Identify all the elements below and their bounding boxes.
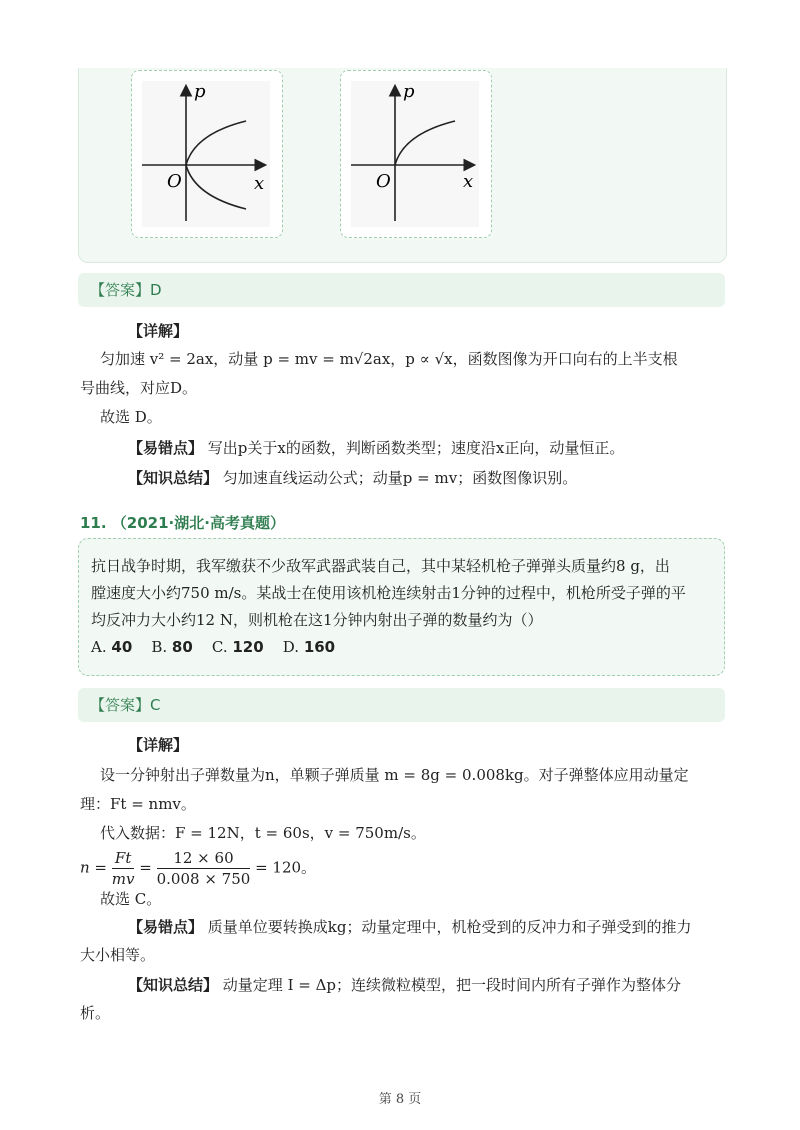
sideways-parabola-graph (142, 81, 270, 227)
lower-branch (186, 165, 246, 209)
mistake-text: 质量单位要转换成kg；动量定理中，机枪受到的反冲力和子弹受到的推力 (207, 918, 692, 936)
summary-label: 【知识总结】 (128, 976, 219, 994)
question-box (78, 538, 725, 676)
detail-label: 【详解】 (128, 736, 189, 754)
upper-branch (395, 121, 455, 165)
detail-line: 号曲线，对应D。 (80, 379, 198, 397)
eq-result: = 120。 (255, 858, 317, 877)
x-label: x (254, 173, 265, 194)
graph-option-c (131, 70, 283, 238)
substitute-data: 代入数据：F = 12N，t = 60s，v = 750m/s。 (100, 824, 426, 842)
upper-branch (186, 121, 246, 165)
fraction: $\frac{12 \times 60}{0.008 \times 750}$ (156, 849, 251, 888)
mistake-point (128, 435, 728, 462)
question-stem (91, 553, 711, 661)
knowledge-summary (128, 465, 728, 492)
answer-label: 【答案】 (90, 281, 151, 299)
choose-answer: 故选 C。 (100, 890, 162, 908)
equation (80, 848, 316, 889)
detail-line: 设一分钟射出子弹数量为n，单颗子弹质量 m = 8g = 0.008kg。对子弹整体应用动量定 (100, 766, 689, 784)
option-letter: A. (91, 638, 107, 656)
p-label: p (403, 81, 415, 102)
origin-label: O (167, 171, 182, 192)
answer-label: 【答案】 (90, 696, 151, 714)
origin-label: O (376, 171, 391, 192)
mistake-label: 【易错点】 (128, 918, 204, 936)
detail-line: 匀加速 v² = 2ax，动量 p = mv = m√2ax，p ∝ √x，函数图像为开口向右的上半支根 (100, 350, 678, 368)
summary-text: 动量定理 I = Δp；连续微粒模型，把一段时间内所有子弹作为整体分 (222, 976, 682, 994)
summary-label: 【知识总结】 (128, 469, 219, 487)
mistake-point (128, 914, 728, 941)
option-letter: C. (211, 638, 228, 656)
answer-bar (78, 273, 725, 307)
answer-value: C (150, 696, 161, 714)
mistake-text-cont: 大小相等。 (80, 946, 156, 964)
stem-line: 均反冲力大小约12 N，则机枪在这1分钟内射出子弹的数量约为（） (91, 611, 543, 629)
summary-text-cont: 析。 (80, 1004, 111, 1022)
detail-line: 理：Ft = nmv。 (80, 795, 196, 813)
sqrt-curve-graph (351, 81, 479, 227)
mistake-label: 【易错点】 (128, 439, 204, 457)
option-a: 40 (111, 638, 133, 656)
summary-text: 匀加速直线运动公式；动量p = mv；函数图像识别。 (222, 469, 578, 487)
option-b: 80 (171, 638, 193, 656)
detail-label: 【详解】 (128, 322, 189, 340)
stem-line: 抗日战争时期，我军缴获不少敌军武器武装自己，其中某轻机枪子弹弹头质量约8 g，出 (91, 557, 670, 575)
options-row (91, 634, 711, 661)
stem-line: 膛速度大小约750 m/s。某战士在使用该机枪连续射击1分钟的过程中，机枪所受子弹的平 (91, 584, 686, 602)
p-label: p (194, 81, 206, 102)
option-d: 160 (303, 638, 336, 656)
knowledge-summary (128, 972, 728, 999)
option-c: 120 (232, 638, 264, 656)
eq-equals: = (139, 858, 152, 877)
fraction: $\frac{Ft}{mv}$ (111, 849, 135, 888)
answer-bar (78, 688, 725, 722)
option-letter: B. (151, 638, 168, 656)
graph-option-d (340, 70, 492, 238)
page-number: 第 8 页 (378, 1092, 422, 1107)
answer-value: D (150, 281, 162, 299)
question-header: 11. （2021·湖北·高考真题） (80, 514, 285, 532)
mistake-text: 写出p关于x的函数，判断函数类型；速度沿x正向，动量恒正。 (207, 439, 625, 457)
eq-lhs: n = (80, 858, 107, 877)
option-letter: D. (282, 638, 300, 656)
choose-answer: 故选 D。 (100, 408, 162, 426)
x-label: x (463, 171, 474, 192)
